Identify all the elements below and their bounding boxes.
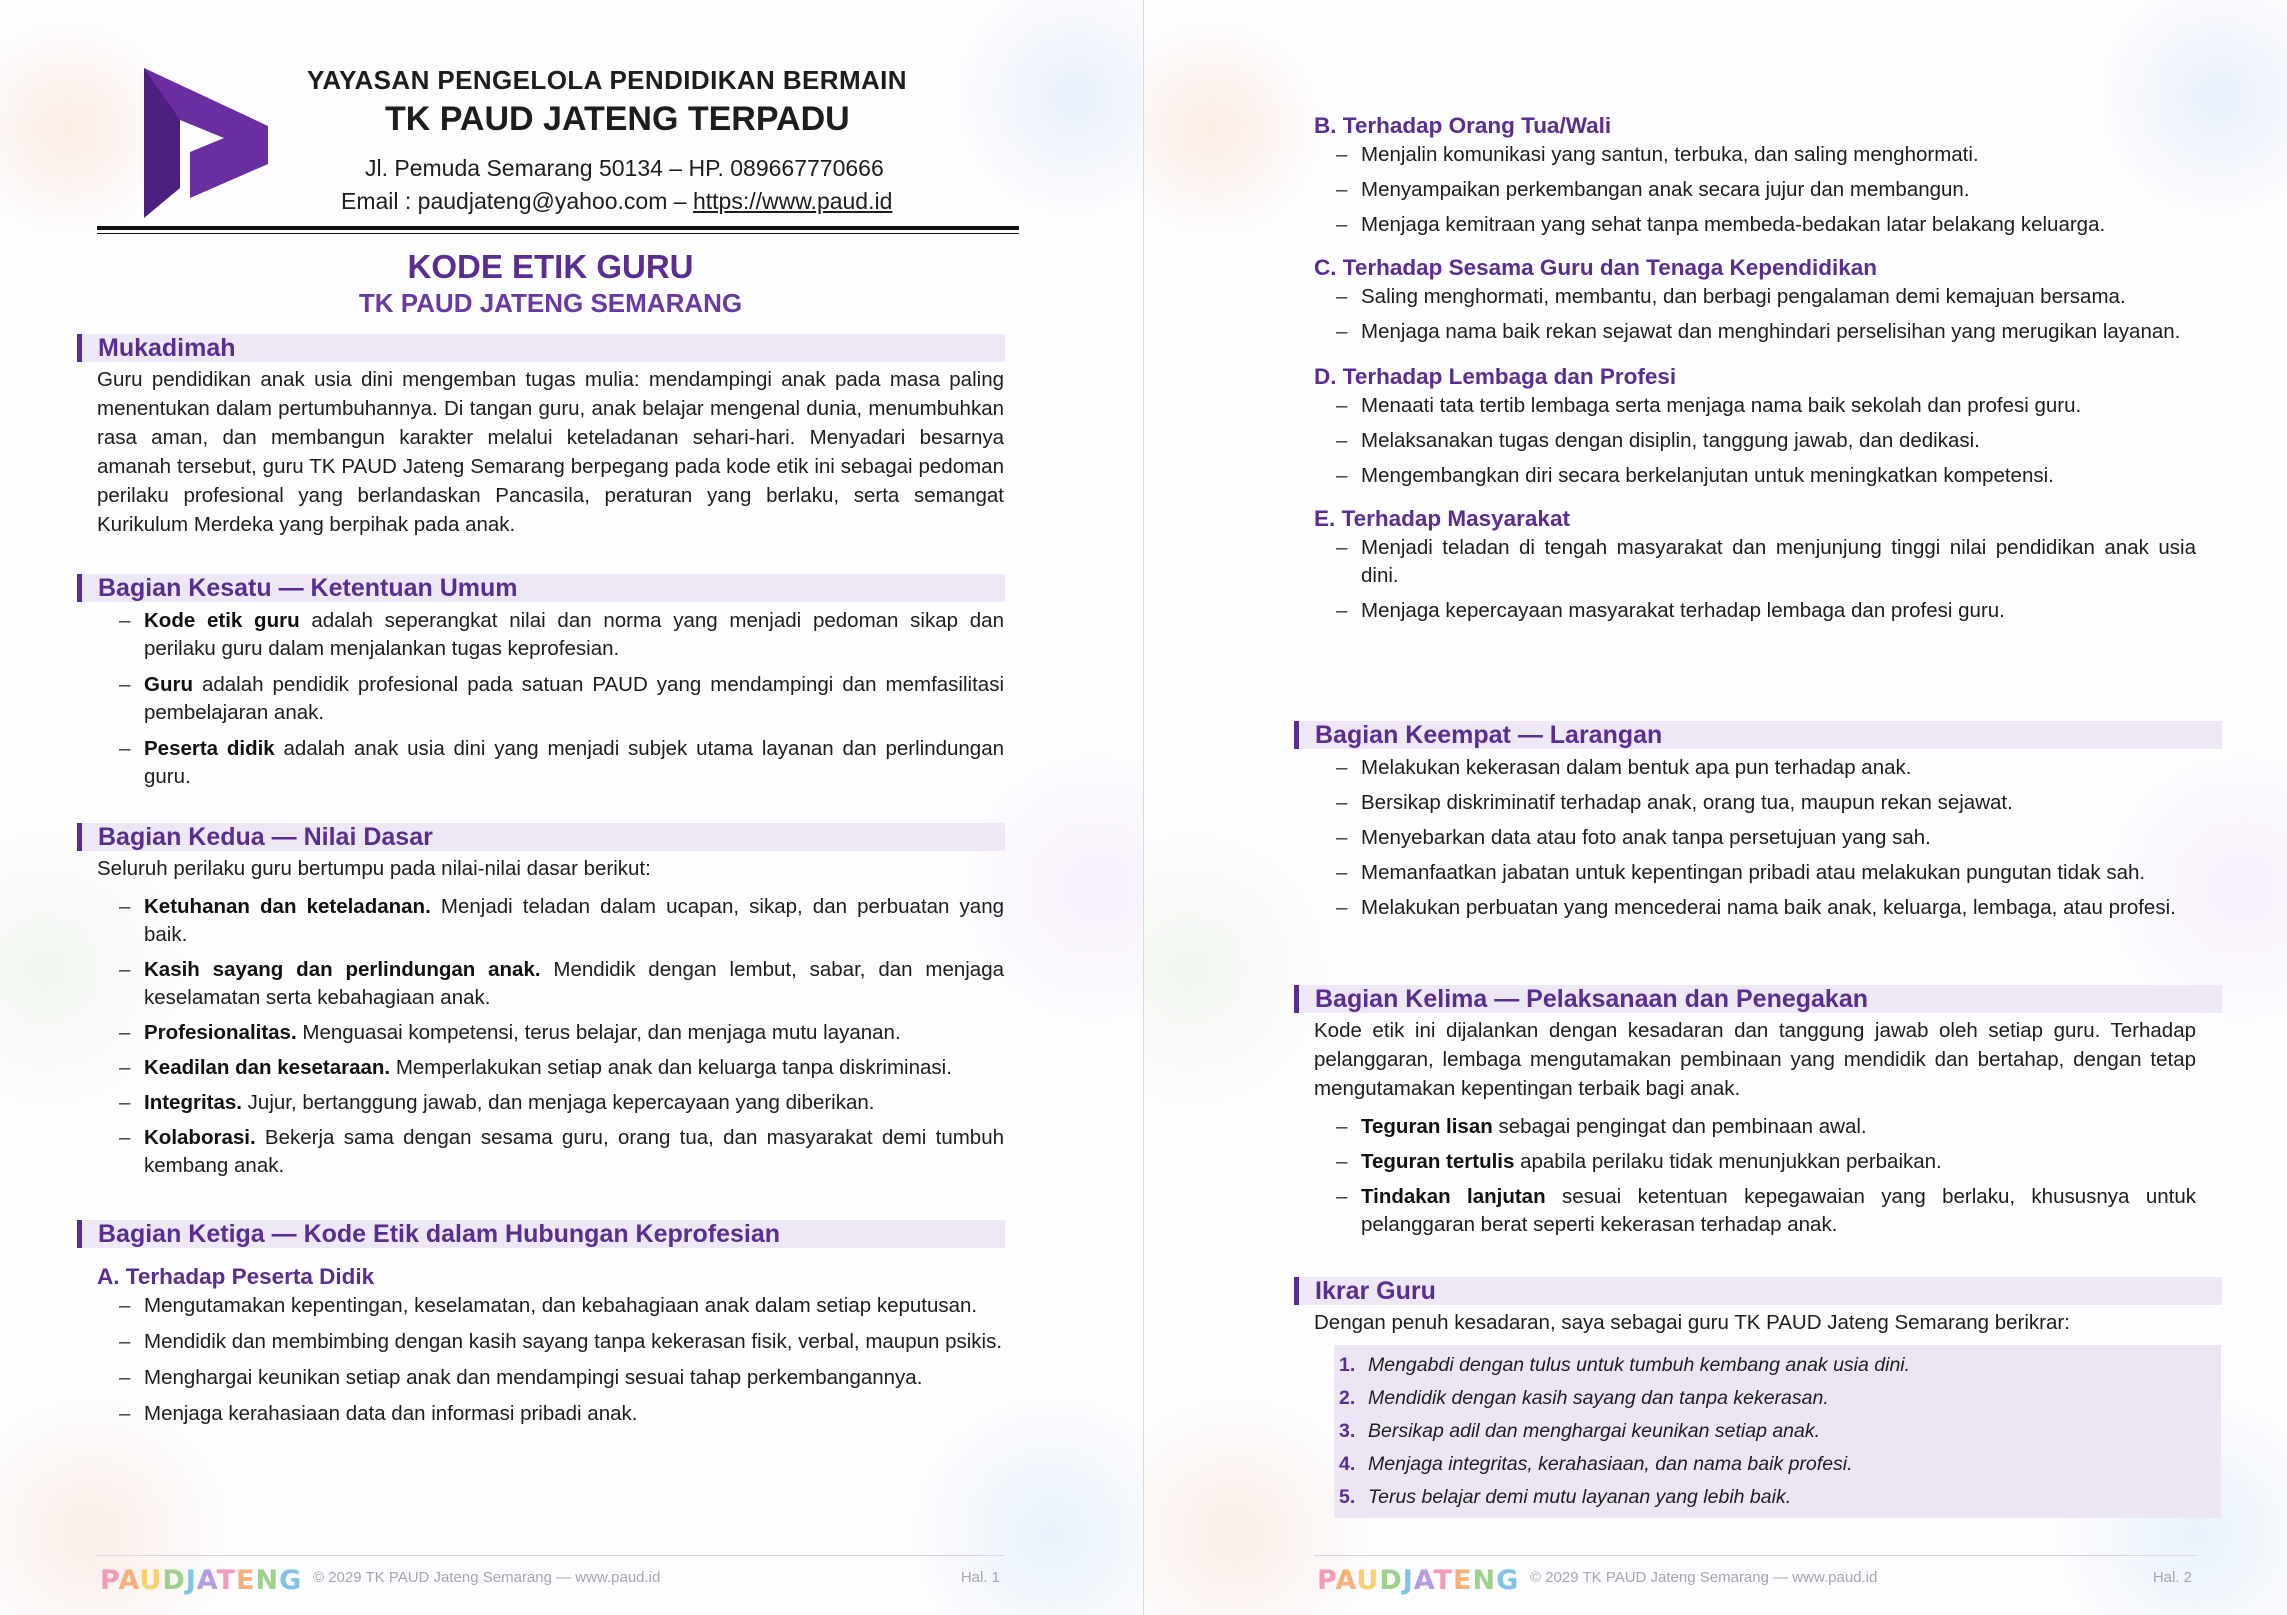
- page-footer: [97, 1555, 1004, 1596]
- list-item: – Kode etik guru adalah seperangkat nilai dan norma yang menjadi pedoman sikap dan perilaku guru dalam menjalankan tugas keprofesian.: [97, 607, 1004, 663]
- list-item: 5. Terus belajar demi mutu layanan yang lebih baik.: [1339, 1486, 1792, 1508]
- list-item: – Ketuhanan dan keteladanan. Menjadi teladan dalam ucapan, sikap, dan perbuatan yang baik.: [97, 893, 1004, 949]
- school-address: Jl. Pemuda Semarang 50134 – HP. 089667770666: [365, 155, 884, 181]
- school-logo: [144, 68, 268, 218]
- ikrar-box: [1334, 1345, 2221, 1518]
- list-item: – Keadilan dan kesetaraan. Memperlakukan setiap anak dan keluarga tanpa diskriminasi.: [97, 1054, 1004, 1082]
- list-item: – Profesionalitas. Menguasai kompetensi, terus belajar, dan menjaga mutu layanan.: [97, 1019, 1004, 1047]
- document-title: KODE ETIK GURU: [407, 248, 694, 285]
- list-item: – Menyampaikan perkembangan anak secara jujur dan membangun.: [1314, 176, 2196, 204]
- list-item: – Tindakan lanjutan sesuai ketentuan kepegawaian yang berlaku, khususnya untuk pelanggaran berat seperti kekerasan terhadap anak.: [1314, 1183, 2196, 1239]
- list-item: 1. Mengabdi dengan tulus untuk tumbuh kembang anak usia dini.: [1339, 1354, 1911, 1376]
- list-item: – Menjalin komunikasi yang santun, terbuka, dan saling menghormati.: [1314, 141, 2196, 169]
- section-heading: Bagian Kesatu — Ketentuan Umum: [77, 574, 1005, 602]
- list-item: – Integritas. Jujur, bertanggung jawab, dan menjaga kepercayaan yang diberikan.: [97, 1089, 1004, 1117]
- subsection-heading: C. Terhadap Sesama Guru dan Tenaga Kependidikan: [1314, 255, 1878, 280]
- school-name: TK PAUD JATENG TERPADU: [385, 100, 850, 138]
- list-item: – Menjaga kerahasiaan data dan informasi pribadi anak.: [97, 1400, 1004, 1428]
- kelima-text: Kode etik ini dijalankan dengan kesadaran dan tanggung jawab oleh setiap guru. Terhadap pelanggaran, lembaga mengutamakan pembinaan yang mendidik dan bertahap, dengan tetap mengutamakan kepentingan terbaik bagi anak.: [1314, 1019, 2196, 1100]
- list-item: 3. Bersikap adil dan menghargai keunikan setiap anak.: [1339, 1420, 1821, 1442]
- section-heading: Ikrar Guru: [1294, 1277, 2222, 1305]
- letterhead-rule-thick: [97, 226, 1019, 230]
- section-kelima: [1314, 985, 2196, 1239]
- document-subtitle: TK PAUD JATENG SEMARANG: [358, 288, 743, 318]
- kedua-intro: Seluruh perilaku guru bertumpu pada nilai-nilai dasar berikut:: [97, 857, 651, 880]
- list-item: – Bersikap diskriminatif terhadap anak, orang tua, maupun rekan sejawat.: [1314, 789, 2196, 817]
- list-item: – Menjaga kepercayaan masyarakat terhadap lembaga dan profesi guru.: [1314, 597, 2196, 625]
- list-item: 4. Menjaga integritas, kerahasiaan, dan nama baik profesi.: [1339, 1453, 1853, 1475]
- section-keempat: [1314, 721, 2196, 922]
- footer-copyright: © 2029 TK PAUD Jateng Semarang — www.paud.id: [313, 1569, 661, 1586]
- section-heading: Bagian Ketiga — Kode Etik dalam Hubungan Keprofesian: [77, 1220, 1005, 1248]
- list-item: – Melaksanakan tugas dengan disiplin, tanggung jawab, dan dedikasi.: [1314, 427, 2196, 455]
- subsection-heading: B. Terhadap Orang Tua/Wali: [1314, 113, 1612, 138]
- list-item: – Kasih sayang dan perlindungan anak. Mendidik dengan lembut, sabar, dan menjaga keselamatan serta kebahagiaan anak.: [97, 956, 1004, 1012]
- list-item: – Melakukan perbuatan yang mencederai nama baik anak, keluarga, lembaga, atau profesi.: [1314, 894, 2196, 922]
- section-ikrar: [1314, 1277, 2196, 1518]
- footer-copyright: © 2029 TK PAUD Jateng Semarang — www.paud.id: [1530, 1569, 1878, 1586]
- letterhead: [97, 60, 1020, 235]
- page-number: Hal. 2: [2152, 1569, 2192, 1586]
- section-heading: Mukadimah: [77, 334, 1005, 362]
- footer-logo: PAUDJATENG: [1317, 1565, 1520, 1596]
- section-kesatu: [97, 574, 1004, 791]
- page-number: Hal. 1: [960, 1569, 1000, 1586]
- list-item: – Mengembangkan diri secara berkelanjutan untuk meningkatkan kompetensi.: [1314, 462, 2196, 490]
- list-item: – Menjaga nama baik rekan sejawat dan menghindari perselisihan yang merugikan layanan.: [1314, 318, 2196, 346]
- footer-logo: PAUDJATENG: [100, 1565, 303, 1596]
- page-2: [1144, 0, 2287, 1615]
- list-item: – Mengutamakan kepentingan, keselamatan, dan kebahagiaan anak dalam setiap keputusan.: [97, 1292, 1004, 1320]
- list-item: – Saling menghormati, membantu, dan berbagi pengalaman demi kemajuan bersama.: [1314, 283, 2196, 311]
- list-item: – Menghargai keunikan setiap anak dan mendampingi sesuai tahap perkembangannya.: [97, 1364, 1004, 1392]
- section-mukadimah: [97, 334, 1004, 539]
- list-item: – Guru adalah pendidik profesional pada satuan PAUD yang mendampingi dan memfasilitasi pembelajaran anak.: [97, 671, 1004, 727]
- ikrar-intro: Dengan penuh kesadaran, saya sebagai guru TK PAUD Jateng Semarang berikrar:: [1314, 1311, 2070, 1334]
- list-item: – Menyebarkan data atau foto anak tanpa persetujuan yang sah.: [1314, 824, 2196, 852]
- page-1: [0, 0, 1143, 1615]
- section-kedua: [97, 823, 1004, 1180]
- section-heading: Bagian Kedua — Nilai Dasar: [77, 823, 1005, 851]
- list-item: – Mendidik dan membimbing dengan kasih sayang tanpa kekerasan fisik, verbal, maupun psikis.: [97, 1328, 1004, 1356]
- list-item: – Melakukan kekerasan dalam bentuk apa pun terhadap anak.: [1314, 754, 2196, 782]
- list-item: – Menaati tata tertib lembaga serta menjaga nama baik sekolah dan profesi guru.: [1314, 392, 2196, 420]
- page-footer: [1314, 1555, 2196, 1596]
- list-item: – Teguran lisan sebagai pengingat dan pembinaan awal.: [1314, 1113, 2196, 1141]
- website-link[interactable]: https://www.paud.id: [692, 188, 893, 214]
- section-heading: Bagian Keempat — Larangan: [1294, 721, 2222, 749]
- foundation-name: YAYASAN PENGELOLA PENDIDIKAN BERMAIN: [307, 65, 907, 95]
- list-item: – Menjaga kemitraan yang sehat tanpa membeda-bedakan latar belakang keluarga.: [1314, 211, 2196, 239]
- list-item: – Kolaborasi. Bekerja sama dengan sesama guru, orang tua, dan masyarakat demi tumbuh kembang anak.: [97, 1124, 1004, 1180]
- mukadimah-text: Guru pendidikan anak usia dini mengemban tugas mulia: mendampingi anak pada masa paling menentukan dalam pertumbuhannya. Di tangan guru, anak belajar mengenal dunia, menumbuhkan rasa aman, dan membangun karakter melalui keteladanan sehari-hari. Menyadari besarnya amanah tersebut, guru TK PAUD Jateng Semarang berpegang pada kode etik ini sebagai pedoman perilaku profesional yang berlandaskan Pancasila, peraturan yang berlaku, serta semangat Kurikulum Merdeka yang berpihak pada anak.: [97, 368, 1004, 536]
- letterhead-rule-thin: [97, 233, 1019, 234]
- section-heading: Bagian Kelima — Pelaksanaan dan Penegakan: [1294, 985, 2222, 1013]
- section-ketiga-continued: [1314, 111, 2196, 625]
- list-item: – Memanfaatkan jabatan untuk kepentingan pribadi atau melakukan pungutan tidak sah.: [1314, 859, 2196, 887]
- list-item: – Menjadi teladan di tengah masyarakat dan menjunjung tinggi nilai pendidikan anak usia dini.: [1314, 534, 2196, 590]
- subsection-heading: E. Terhadap Masyarakat: [1314, 506, 1570, 531]
- subsection-heading: D. Terhadap Lembaga dan Profesi: [1314, 364, 1677, 389]
- email-text: Email : paudjateng@yahoo.com –: [341, 188, 693, 214]
- subsection-heading: A. Terhadap Peserta Didik: [97, 1264, 375, 1289]
- list-item: – Teguran tertulis apabila perilaku tidak menunjukkan perbaikan.: [1314, 1148, 2196, 1176]
- section-ketiga: [97, 1220, 1004, 1428]
- list-item: 2. Mendidik dengan kasih sayang dan tanpa kekerasan.: [1339, 1387, 1829, 1409]
- list-item: – Peserta didik adalah anak usia dini yang menjadi subjek utama layanan dan perlindungan guru.: [97, 735, 1004, 791]
- school-contact: [341, 188, 892, 215]
